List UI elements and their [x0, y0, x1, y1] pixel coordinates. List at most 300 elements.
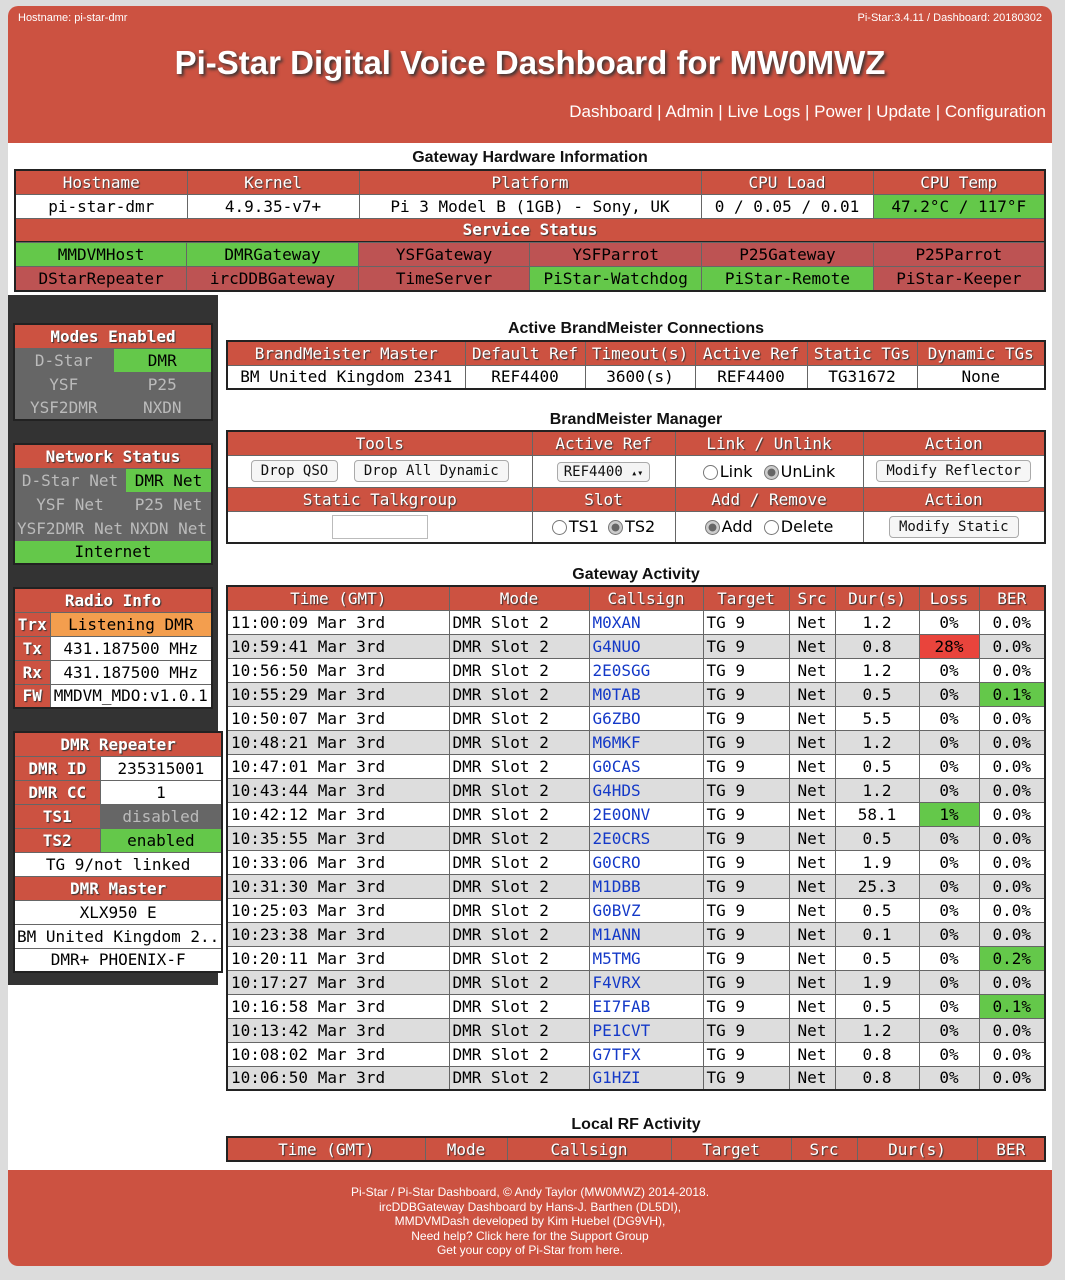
cell-time: 10:56:50 Mar 3rd [227, 658, 449, 682]
service-dmrgateway: DMRGateway [187, 243, 359, 267]
rf-header-ber: BER [977, 1137, 1045, 1161]
nav-power[interactable]: Power [814, 102, 863, 121]
bm-manager-table [226, 430, 1046, 544]
cell-ber: 0.0% [979, 634, 1045, 658]
cell-src: Net [789, 850, 835, 874]
table-row [227, 946, 1045, 970]
cell-src: Net [789, 970, 835, 994]
hw-platform-value: Pi 3 Model B (1GB) - Sony, UK [359, 194, 701, 218]
nav-update[interactable]: Update [876, 102, 931, 121]
cell-duration: 1.2 [835, 658, 919, 682]
table-row [227, 922, 1045, 946]
cell-duration: 5.5 [835, 706, 919, 730]
active-ref-cell [532, 455, 675, 487]
cell-ber: 0.0% [979, 802, 1045, 826]
table-row [227, 658, 1045, 682]
cell-src: Net [789, 778, 835, 802]
bm-header-dynamic-tgs: Dynamic TGs [917, 341, 1045, 365]
ga-header-loss: Loss [919, 586, 979, 610]
cell-mode: DMR Slot 2 [449, 826, 589, 850]
cell-mode: DMR Slot 2 [449, 658, 589, 682]
mode-ysf2dmr: YSF2DMR [14, 396, 113, 420]
ts1-radio-label: TS1 [568, 517, 599, 537]
cell-ber: 0.1% [979, 682, 1045, 706]
hw-header-platform: Platform [359, 170, 701, 194]
cell-duration: 0.5 [835, 994, 919, 1018]
mode-dmr: DMR [113, 348, 212, 372]
cell-mode: DMR Slot 2 [449, 946, 589, 970]
cell-duration: 0.5 [835, 946, 919, 970]
add-radio[interactable] [705, 520, 720, 535]
link-radio[interactable] [703, 465, 718, 480]
cell-ber: 0.0% [979, 658, 1045, 682]
cell-ber: 0.0% [979, 778, 1045, 802]
cell-callsign[interactable]: G1HZI [589, 1066, 703, 1090]
cell-target: TG 9 [703, 682, 789, 706]
ts1-radio[interactable] [552, 520, 567, 535]
bmm-header-action: Action [863, 431, 1045, 455]
radio-info-table [13, 587, 213, 709]
local-rf-table [226, 1136, 1046, 1162]
cell-loss: 0% [919, 922, 979, 946]
cell-callsign[interactable]: M1ANN [589, 922, 703, 946]
net-nxdn: NXDN Net [125, 516, 212, 540]
bmm-header-link: Link / Unlink [675, 431, 863, 455]
cell-callsign[interactable]: F4VRX [589, 970, 703, 994]
radio-fw-value: MMDVM_MDO:v1.0.1 [50, 684, 212, 708]
service-ysfparrot: YSFParrot [530, 243, 702, 267]
dmr-repeater-table [13, 731, 223, 973]
delete-radio-label: Delete [780, 517, 834, 537]
footer-copyright: Pi-Star / Pi-Star Dashboard, © Andy Taylor (MW0MWZ) 2014-2018. [350, 1185, 710, 1199]
cell-callsign[interactable]: G6ZBO [589, 706, 703, 730]
cell-mode: DMR Slot 2 [449, 970, 589, 994]
cell-ber: 0.0% [979, 970, 1045, 994]
cell-duration: 0.8 [835, 634, 919, 658]
cell-callsign[interactable]: M1DBB [589, 874, 703, 898]
footer-download-link[interactable]: Get your copy of Pi-Star from here. [436, 1243, 624, 1257]
service-pistar-remote: PiStar-Remote [702, 267, 874, 291]
cell-loss: 0% [919, 1018, 979, 1042]
cell-target: TG 9 [703, 898, 789, 922]
table-row [227, 802, 1045, 826]
nav-live-logs[interactable]: Live Logs [727, 102, 801, 121]
cell-ber: 0.0% [979, 826, 1045, 850]
dmr-master-title: DMR Master [14, 876, 222, 900]
ts2-radio[interactable] [608, 520, 623, 535]
delete-radio[interactable] [764, 520, 779, 535]
cell-src: Net [789, 682, 835, 706]
unlink-label: UnLink [780, 461, 836, 481]
dashboard-container [8, 6, 1052, 1266]
cell-callsign[interactable]: 2E0ONV [589, 802, 703, 826]
cell-time: 10:13:42 Mar 3rd [227, 1018, 449, 1042]
service-status-title: Service Status [15, 218, 1045, 242]
net-internet: Internet [14, 540, 212, 564]
dmr-master-dmrplus: DMR+ PHOENIX-F [14, 948, 222, 972]
network-status-title: Network Status [14, 444, 212, 468]
cell-callsign[interactable]: M0XAN [589, 610, 703, 634]
hw-header-cpu-temp: CPU Temp [873, 170, 1045, 194]
cell-callsign[interactable]: G7TFX [589, 1042, 703, 1066]
cell-mode: DMR Slot 2 [449, 754, 589, 778]
cell-duration: 1.2 [835, 1018, 919, 1042]
table-row [227, 1042, 1045, 1066]
cell-target: TG 9 [703, 778, 789, 802]
cell-src: Net [789, 730, 835, 754]
bm-active-ref-value: REF4400 [695, 365, 807, 389]
cell-target: TG 9 [703, 634, 789, 658]
rf-header-target: Target [671, 1137, 791, 1161]
cell-callsign[interactable]: 2E0SGG [589, 658, 703, 682]
cell-src: Net [789, 610, 835, 634]
cell-ber: 0.0% [979, 1042, 1045, 1066]
add-radio-label: Add [721, 517, 753, 537]
footer-ircddb-credit: ircDDBGateway Dashboard by Hans-J. Barthen (DL5DI), [378, 1199, 682, 1214]
hw-header-hostname: Hostname [15, 170, 187, 194]
rf-header-dur: Dur(s) [857, 1137, 977, 1161]
cell-callsign[interactable]: M0TAB [589, 682, 703, 706]
service-ircddbgateway: ircDDBGateway [187, 267, 359, 291]
cell-callsign[interactable]: M5TMG [589, 946, 703, 970]
cell-callsign[interactable]: G0BVZ [589, 898, 703, 922]
cell-src: Net [789, 754, 835, 778]
network-status-table [13, 443, 213, 565]
hw-header-cpu-load: CPU Load [701, 170, 873, 194]
hw-kernel-value: 4.9.35-v7+ [187, 194, 359, 218]
bm-timeout-value: 3600(s) [585, 365, 695, 389]
hardware-table [14, 169, 1046, 243]
radio-rx-value: 431.187500 MHz [50, 660, 212, 684]
footer-mmdvmdash-credit: MMDVMDash developed by Kim Huebel (DG9VH), [394, 1214, 666, 1228]
table-row [227, 850, 1045, 874]
cell-ber: 0.0% [979, 1066, 1045, 1090]
nav-separator: | [800, 102, 815, 121]
dmr-master-bm: BM United Kingdom 2.. [14, 924, 222, 948]
cell-target: TG 9 [703, 970, 789, 994]
cell-target: TG 9 [703, 1018, 789, 1042]
cell-time: 10:47:01 Mar 3rd [227, 754, 449, 778]
cell-src: Net [789, 946, 835, 970]
cell-loss: 0% [919, 898, 979, 922]
bm-header-active-ref: Active Ref [695, 341, 807, 365]
cell-duration: 0.5 [835, 682, 919, 706]
net-p25: P25 Net [125, 492, 212, 516]
cell-duration: 58.1 [835, 802, 919, 826]
cell-mode: DMR Slot 2 [449, 874, 589, 898]
cell-src: Net [789, 898, 835, 922]
bm-header-timeout: Timeout(s) [585, 341, 695, 365]
modify-reflector-button[interactable]: Modify Reflector [876, 460, 1031, 482]
net-dmr: DMR Net [125, 468, 212, 492]
cell-target: TG 9 [703, 730, 789, 754]
table-row [227, 826, 1045, 850]
static-action-cell [863, 511, 1045, 543]
radio-info-title: Radio Info [14, 588, 212, 612]
rf-header-src: Src [791, 1137, 857, 1161]
radio-fw-label: FW [14, 684, 50, 708]
ga-header-src: Src [789, 586, 835, 610]
link-cell [675, 455, 863, 487]
cell-callsign[interactable]: G4NUO [589, 634, 703, 658]
cell-mode: DMR Slot 2 [449, 922, 589, 946]
cell-duration: 0.5 [835, 754, 919, 778]
net-dstar: D-Star Net [14, 468, 125, 492]
bm-master-value: BM United Kingdom 2341 [227, 365, 465, 389]
cell-duration: 0.1 [835, 922, 919, 946]
cell-time: 10:50:07 Mar 3rd [227, 706, 449, 730]
dmr-cc-value: 1 [100, 780, 222, 804]
unlink-radio[interactable] [764, 465, 779, 480]
cell-loss: 0% [919, 970, 979, 994]
cell-src: Net [789, 658, 835, 682]
cell-target: TG 9 [703, 946, 789, 970]
service-p25gateway: P25Gateway [702, 243, 874, 267]
rf-header-mode: Mode [425, 1137, 507, 1161]
slot-cell [532, 511, 675, 543]
cell-callsign[interactable]: 2E0CRS [589, 826, 703, 850]
cell-mode: DMR Slot 2 [449, 634, 589, 658]
dmr-master-xlx: XLX950 E [14, 900, 222, 924]
cell-time: 10:08:02 Mar 3rd [227, 1042, 449, 1066]
table-row [227, 970, 1045, 994]
table-row [227, 898, 1045, 922]
cell-loss: 0% [919, 682, 979, 706]
gateway-activity-body [227, 610, 1045, 1090]
cell-mode: DMR Slot 2 [449, 850, 589, 874]
cell-ber: 0.0% [979, 754, 1045, 778]
chevron-updown-icon: ▴▾ [631, 467, 644, 479]
cell-time: 10:42:12 Mar 3rd [227, 802, 449, 826]
active-ref-value: REF4400 [563, 463, 623, 480]
cell-loss: 1% [919, 802, 979, 826]
cell-callsign[interactable]: G0CRO [589, 850, 703, 874]
ga-header-ber: BER [979, 586, 1045, 610]
table-row [227, 682, 1045, 706]
cell-target: TG 9 [703, 922, 789, 946]
bm-connections-title: Active BrandMeister Connections [507, 320, 765, 337]
bmm-header-active-ref: Active Ref [532, 431, 675, 455]
cell-time: 10:31:30 Mar 3rd [227, 874, 449, 898]
nav-configuration[interactable]: Configuration [944, 102, 1046, 121]
reflector-action-cell [863, 455, 1045, 487]
ga-header-mode: Mode [449, 586, 589, 610]
cell-loss: 0% [919, 946, 979, 970]
cell-mode: DMR Slot 2 [449, 1042, 589, 1066]
cell-target: TG 9 [703, 1042, 789, 1066]
cell-src: Net [789, 1018, 835, 1042]
cell-ber: 0.1% [979, 994, 1045, 1018]
table-row [227, 1066, 1045, 1090]
cell-mode: DMR Slot 2 [449, 778, 589, 802]
bm-connections-table [226, 340, 1046, 390]
add-remove-cell [675, 511, 863, 543]
service-mmdvmhost: MMDVMHost [15, 243, 187, 267]
cell-target: TG 9 [703, 826, 789, 850]
bm-dynamic-tgs-value: None [917, 365, 1045, 389]
ts2-value: enabled [100, 828, 222, 852]
service-ysfgateway: YSFGateway [358, 243, 529, 267]
cell-callsign[interactable]: PE1CVT [589, 1018, 703, 1042]
table-row [227, 754, 1045, 778]
ts2-label: TS2 [14, 828, 100, 852]
cell-ber: 0.2% [979, 946, 1045, 970]
nav-separator: | [862, 102, 877, 121]
cell-time: 10:06:50 Mar 3rd [227, 1066, 449, 1090]
service-pistar-watchdog: PiStar-Watchdog [530, 267, 702, 291]
hostname-label: Hostname: pi-star-dmr [18, 12, 128, 24]
hardware-section-title: Gateway Hardware Information [412, 149, 648, 166]
table-row [227, 634, 1045, 658]
cell-time: 10:55:29 Mar 3rd [227, 682, 449, 706]
drop-all-dynamic-button[interactable]: Drop All Dynamic [354, 460, 509, 482]
cell-loss: 0% [919, 706, 979, 730]
drop-qso-button[interactable]: Drop QSO [251, 460, 338, 482]
cell-time: 10:43:44 Mar 3rd [227, 778, 449, 802]
top-nav [569, 102, 1046, 122]
cell-src: Net [789, 826, 835, 850]
dmr-id-value: 235315001 [100, 756, 222, 780]
version-label: Pi-Star:3.4.11 / Dashboard: 20180302 [857, 12, 1042, 24]
cell-loss: 0% [919, 778, 979, 802]
cell-mode: DMR Slot 2 [449, 994, 589, 1018]
cell-time: 10:25:03 Mar 3rd [227, 898, 449, 922]
cell-mode: DMR Slot 2 [449, 682, 589, 706]
service-status-table [14, 242, 1046, 292]
table-row [227, 730, 1045, 754]
bmm-header-add-remove: Add / Remove [675, 487, 863, 511]
tg-link-status: TG 9/not linked [14, 852, 222, 876]
cell-duration: 25.3 [835, 874, 919, 898]
cell-duration: 0.8 [835, 1066, 919, 1090]
ga-header-target: Target [703, 586, 789, 610]
table-row [227, 874, 1045, 898]
cell-ber: 0.0% [979, 706, 1045, 730]
cell-target: TG 9 [703, 1066, 789, 1090]
cell-duration: 1.2 [835, 778, 919, 802]
cell-time: 10:20:11 Mar 3rd [227, 946, 449, 970]
radio-rx-label: Rx [14, 660, 50, 684]
active-ref-select[interactable] [557, 462, 651, 482]
cell-mode: DMR Slot 2 [449, 610, 589, 634]
cell-duration: 0.5 [835, 826, 919, 850]
cell-target: TG 9 [703, 706, 789, 730]
cell-time: 10:23:38 Mar 3rd [227, 922, 449, 946]
bm-static-tgs-value: TG31672 [807, 365, 917, 389]
radio-trx-label: Trx [14, 612, 50, 636]
cell-time: 10:16:58 Mar 3rd [227, 994, 449, 1018]
local-rf-title: Local RF Activity [571, 1116, 701, 1133]
bmm-header-action2: Action [863, 487, 1045, 511]
cell-callsign[interactable]: EI7FAB [589, 994, 703, 1018]
radio-tx-label: Tx [14, 636, 50, 660]
footer-support-link[interactable]: Need help? Click here for the Support Group [411, 1228, 649, 1243]
sidebar [8, 295, 218, 985]
hw-hostname-value: pi-star-dmr [15, 194, 187, 218]
page-title: Pi-Star Digital Voice Dashboard for MW0MWZ [174, 44, 886, 81]
bm-header-master: BrandMeister Master [227, 341, 465, 365]
table-row [227, 610, 1045, 634]
nav-separator: | [931, 102, 945, 121]
ts2-radio-label: TS2 [625, 517, 656, 537]
cell-src: Net [789, 994, 835, 1018]
cell-loss: 0% [919, 850, 979, 874]
cell-target: TG 9 [703, 610, 789, 634]
gateway-activity-table [226, 585, 1046, 1091]
cell-ber: 0.0% [979, 730, 1045, 754]
ga-header-time: Time (GMT) [227, 586, 449, 610]
cell-src: Net [789, 922, 835, 946]
cell-ber: 0.0% [979, 874, 1045, 898]
bm-header-static-tgs: Static TGs [807, 341, 917, 365]
cell-time: 10:59:41 Mar 3rd [227, 634, 449, 658]
cell-time: 10:48:21 Mar 3rd [227, 730, 449, 754]
table-row [227, 1018, 1045, 1042]
cell-ber: 0.0% [979, 610, 1045, 634]
cell-src: Net [789, 634, 835, 658]
bm-manager-title: BrandMeister Manager [549, 411, 723, 428]
bm-default-ref-value: REF4400 [465, 365, 585, 389]
hw-cpu-temp-value: 47.2°C / 117°F [873, 194, 1045, 218]
cell-time: 10:17:27 Mar 3rd [227, 970, 449, 994]
hw-header-kernel: Kernel [187, 170, 359, 194]
cell-callsign[interactable]: G0CAS [589, 754, 703, 778]
gateway-activity-title: Gateway Activity [572, 566, 700, 583]
tools-cell [227, 455, 532, 487]
net-ysf2dmr: YSF2DMR Net [14, 516, 125, 540]
cell-mode: DMR Slot 2 [449, 730, 589, 754]
cell-loss: 0% [919, 874, 979, 898]
cell-loss: 0% [919, 994, 979, 1018]
static-talkgroup-input[interactable] [332, 515, 428, 539]
table-row [227, 778, 1045, 802]
radio-trx-value: Listening DMR [50, 612, 212, 636]
cell-callsign[interactable]: M6MKF [589, 730, 703, 754]
cell-ber: 0.0% [979, 898, 1045, 922]
mode-dstar: D-Star [14, 348, 113, 372]
cell-loss: 0% [919, 658, 979, 682]
service-dstarrepeater: DStarRepeater [15, 267, 187, 291]
cell-mode: DMR Slot 2 [449, 706, 589, 730]
cell-target: TG 9 [703, 802, 789, 826]
ts1-label: TS1 [14, 804, 100, 828]
modify-static-button[interactable]: Modify Static [889, 516, 1019, 538]
nav-dashboard[interactable]: Dashboard [569, 102, 653, 121]
cell-callsign[interactable]: G4HDS [589, 778, 703, 802]
cell-loss: 0% [919, 754, 979, 778]
cell-loss: 0% [919, 826, 979, 850]
cell-duration: 1.9 [835, 970, 919, 994]
cell-target: TG 9 [703, 874, 789, 898]
nav-separator: | [713, 102, 728, 121]
service-timeserver: TimeServer [358, 267, 529, 291]
cell-ber: 0.0% [979, 1018, 1045, 1042]
ga-header-dur: Dur(s) [835, 586, 919, 610]
cell-src: Net [789, 802, 835, 826]
nav-admin[interactable]: Admin [665, 102, 714, 121]
modes-enabled-title: Modes Enabled [14, 324, 212, 348]
cell-ber: 0.0% [979, 922, 1045, 946]
cell-mode: DMR Slot 2 [449, 802, 589, 826]
footer [8, 1170, 1052, 1266]
cell-loss: 28% [919, 634, 979, 658]
bmm-header-tools: Tools [227, 431, 532, 455]
static-tg-cell [227, 511, 532, 543]
cell-duration: 1.9 [835, 850, 919, 874]
ga-header-callsign: Callsign [589, 586, 703, 610]
dmr-cc-label: DMR CC [14, 780, 100, 804]
cell-mode: DMR Slot 2 [449, 1066, 589, 1090]
